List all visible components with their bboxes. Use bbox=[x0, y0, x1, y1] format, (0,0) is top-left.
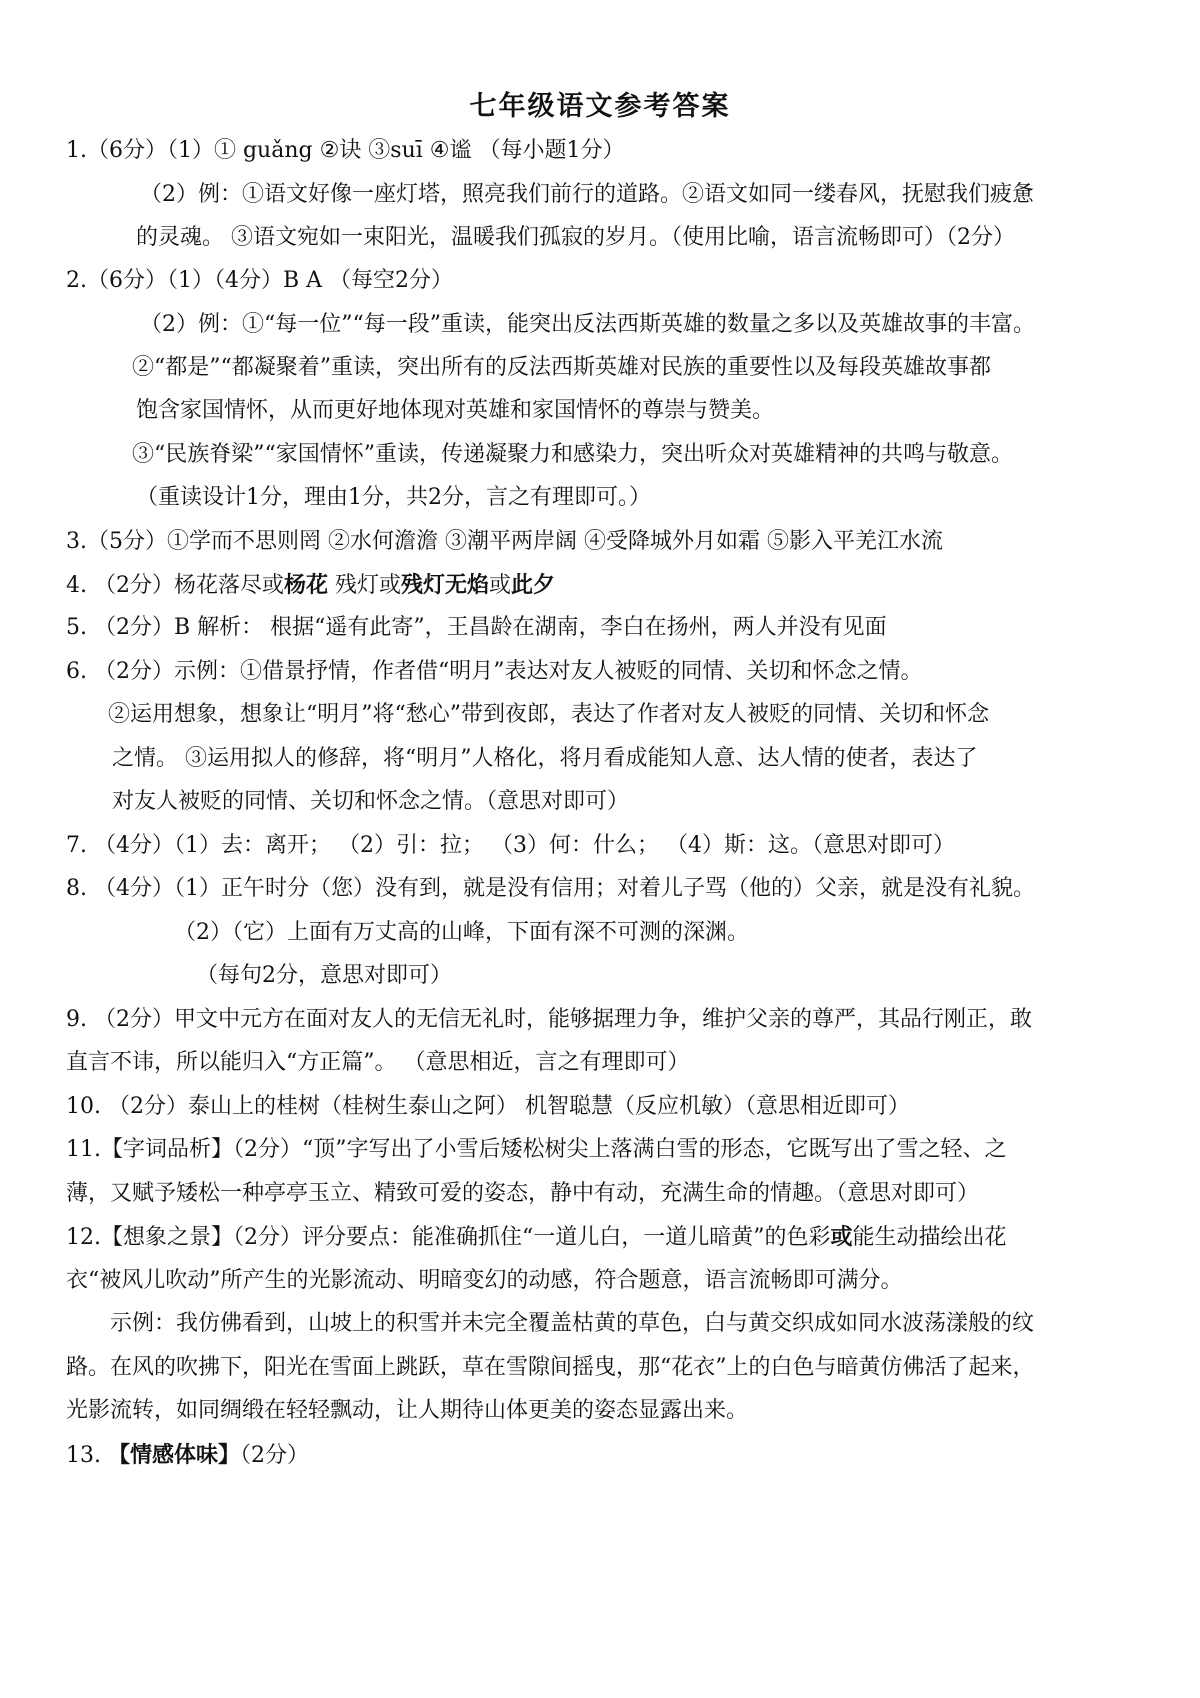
answer-text: 残灯或 bbox=[328, 573, 401, 598]
answer-text: 12.【想象之景】（2分）评分要点：能准确抓住“一道儿白，一道儿暗黄”的色彩 bbox=[66, 1225, 831, 1250]
answer-line: 11.【字词品析】（2分）“顶”字写出了小雪后矮松树尖上落满白雪的形态，它既写出了雪之轻、之 bbox=[66, 1137, 1007, 1162]
answer-line: 对友人被贬的同情、关切和怀念之情。（意思对即可） bbox=[112, 789, 630, 814]
answer-line: 之情。 ③运用拟人的修辞，将“明月”人格化，将月看成能知人意、达人情的使者，表达了 bbox=[112, 746, 978, 771]
answer-line: （重读设计1分，理由1分，共2分，言之有理即可。） bbox=[136, 485, 651, 510]
answer-line: 8. （4分）（1）正午时分（您）没有到，就是没有信用；对着儿子骂（他的）父亲，就是没有礼貌。 bbox=[66, 876, 1035, 901]
answer-line bbox=[66, 1440, 309, 1471]
answer-line: ②“都是”“都凝聚着”重读，突出所有的反法西斯英雄对民族的重要性以及每段英雄故事都 bbox=[132, 355, 991, 380]
answer-bold-text: 【情感体味】 bbox=[107, 1442, 240, 1468]
answer-line: 的灵魂。 ③语文宛如一束阳光，温暖我们孤寂的岁月。（使用比喻，语言流畅即可）（2分） bbox=[136, 225, 1015, 250]
answer-line: 薄，又赋予矮松一种亭亭玉立、精致可爱的姿态，静中有动，充满生命的情趣。（意思对即可） bbox=[66, 1181, 980, 1206]
answer-bold-text: 此夕 bbox=[511, 572, 556, 598]
answer-text: 能生动描绘出花 bbox=[852, 1225, 1007, 1250]
answer-bold-text: 残灯无焰 bbox=[401, 572, 490, 598]
answer-line: 示例：我仿佛看到，山坡上的积雪并未完全覆盖枯黄的草色，白与黄交织成如同水波荡漾般的纹 bbox=[110, 1311, 1035, 1336]
answer-bold-text: 或 bbox=[830, 1224, 853, 1250]
answer-line: 饱含家国情怀，从而更好地体现对英雄和家国情怀的尊崇与赞美。 bbox=[136, 398, 775, 423]
answer-text: （2分） bbox=[240, 1443, 309, 1468]
answer-line bbox=[66, 570, 555, 601]
answer-line: 路。在风的吹拂下，阳光在雪面上跳跃，草在雪隙间摇曳，那“花衣”上的白色与暗黄仿佛活了起来， bbox=[66, 1355, 1035, 1380]
answer-line: 10. （2分）泰山上的桂树（桂树生泰山之阿） 机智聪慧（反应机敏）（意思相近即可） bbox=[66, 1094, 910, 1119]
answer-line: 光影流转，如同绸缎在轻轻飘动，让人期待山体更美的姿态显露出来。 bbox=[66, 1398, 749, 1423]
answer-line: 6. （2分）示例：①借景抒情，作者借“明月”表达对友人被贬的同情、关切和怀念之情。 bbox=[66, 659, 923, 684]
answer-line: 5. （2分）B 解析： 根据“遥有此寄”，王昌龄在湖南，李白在扬州，两人并没有见面 bbox=[66, 615, 887, 640]
answer-line: 1.（6分）（1）① guǎng ②诀 ③suī ④谧 （每小题1分） bbox=[66, 138, 625, 163]
answer-text: 13. bbox=[66, 1443, 108, 1468]
answer-line: 7. （4分）（1）去：离开； （2）引：拉； （3）何：什么； （4）斯：这。（意思对即可） bbox=[66, 833, 955, 858]
answer-line bbox=[66, 1222, 1007, 1253]
answer-bold-text: 杨花 bbox=[283, 572, 328, 598]
answer-line: 3.（5分）①学而不思则罔 ②水何澹澹 ③潮平两岸阔 ④受降城外月如霜 ⑤影入平羌江水流 bbox=[66, 529, 943, 554]
page-title: 七年级语文参考答案 bbox=[469, 91, 731, 122]
answer-text: 4. （2分）杨花落尽或 bbox=[66, 573, 284, 598]
answer-line: ③“民族脊梁”“家国情怀”重读，传递凝聚力和感染力，突出听众对英雄精神的共鸣与敬意。 bbox=[132, 442, 1013, 467]
answer-line: （每句2分，意思对即可） bbox=[196, 963, 452, 988]
answer-line: （2）例：①“每一位”“每一段”重读，能突出反法西斯英雄的数量之多以及英雄故事的丰富。 bbox=[140, 312, 1035, 337]
answer-line: 2.（6分）（1）（4分）B A （每空2分） bbox=[66, 268, 454, 293]
answer-line: ②运用想象，想象让“明月”将“愁心”带到夜郎，表达了作者对友人被贬的同情、关切和怀念 bbox=[108, 702, 989, 727]
answer-text: 或 bbox=[489, 573, 512, 598]
answer-line: （2）（它）上面有万丈高的山峰，下面有深不可测的深渊。 bbox=[174, 920, 749, 945]
answer-line: 9. （2分）甲文中元方在面对友人的无信无礼时，能够据理力争，维护父亲的尊严，其品行刚正，敢 bbox=[66, 1007, 1032, 1032]
answer-line: 衣“被风儿吹动”所产生的光影流动、明暗变幻的动感，符合题意，语言流畅即可满分。 bbox=[66, 1268, 903, 1293]
answer-line: （2）例：①语文好像一座灯塔，照亮我们前行的道路。②语文如同一缕春风，抚慰我们疲惫 bbox=[140, 182, 1035, 207]
answer-line: 直言不讳，所以能归入“方正篇”。 （意思相近，言之有理即可） bbox=[66, 1050, 690, 1075]
